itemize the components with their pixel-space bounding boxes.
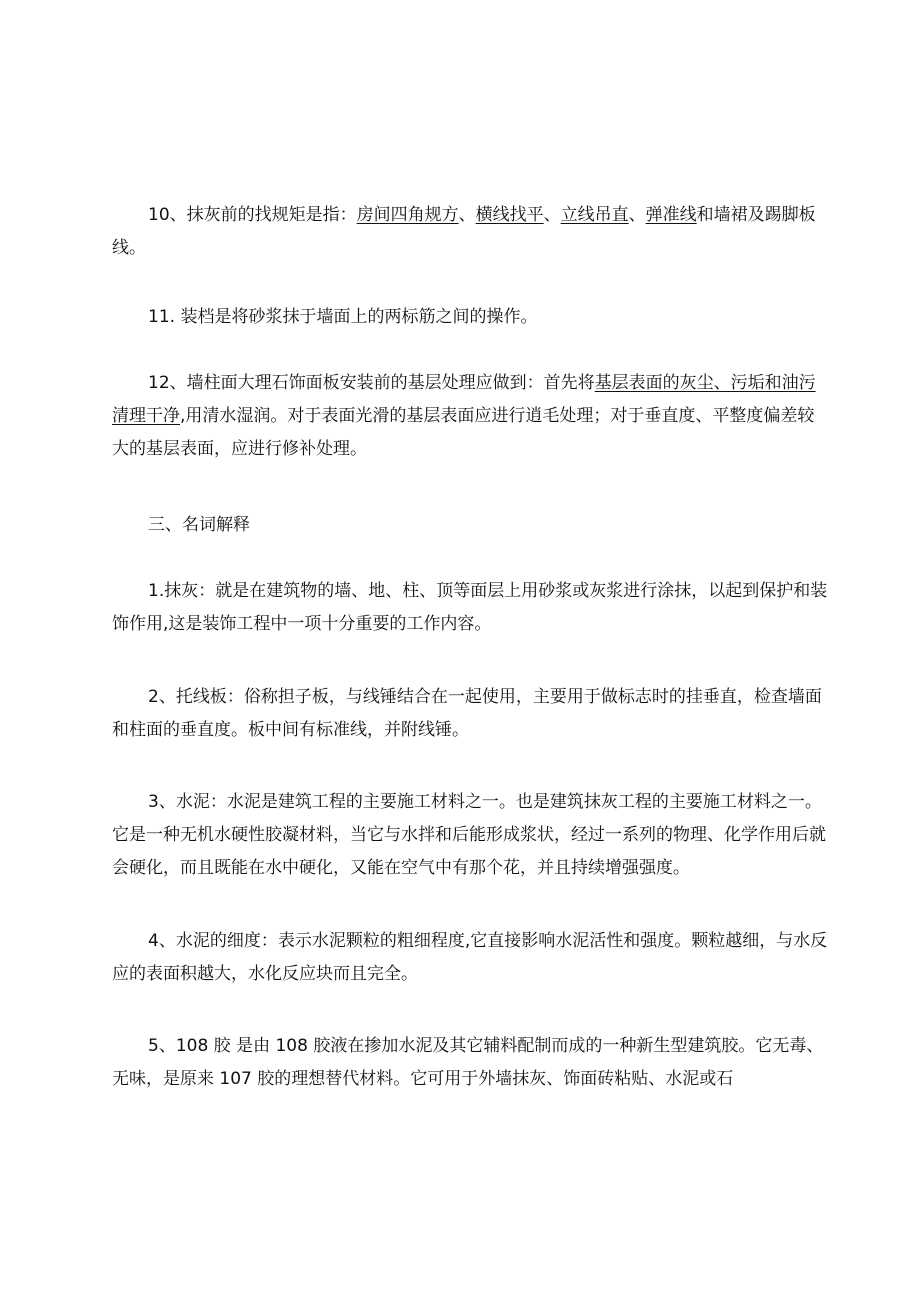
definition-3: 3、水泥：水泥是建筑工程的主要施工材料之一。也是建筑抹灰工程的主要施工材料之一。它是一种无机水硬性胶凝材料，当它与水拌和后能形成浆状，经过一系列的物理、化学作用后就会硬化，而且既能在水中硬化，又能在空气中有那个花，并且持续增强强度。 — [112, 792, 826, 878]
p12-text-1: 12、墙柱面大理石饰面板安装前的基层处理应做到：首先将 — [148, 373, 595, 393]
p12-text-2: ,用清水湿润。对于表面光滑的基层表面应进行逍毛处理；对于垂直度、平整度偏差较大的基层表面，应进行修补处理。 — [112, 406, 815, 459]
p10-underlined-2: 横线找平 — [475, 205, 544, 225]
definition-1: 1.抹灰：就是在建筑物的墙、地、柱、顶等面层上用砂浆或灰浆进行涂抹，以起到保护和装饰作用,这是装饰工程中一项十分重要的工作内容。 — [112, 581, 828, 634]
p10-text-4: 、 — [628, 205, 646, 225]
definition-4: 4、水泥的细度：表示水泥颗粒的粗细程度,它直接影响水泥活性和强度。颗粒越细，与水反应的表面积越大，水化反应块而且完全。 — [112, 931, 828, 984]
p10-text-2: 、 — [458, 205, 476, 225]
p10-underlined-4: 弹准线 — [645, 205, 697, 225]
p10-underlined-3: 立线吊直 — [560, 205, 629, 225]
definition-2: 2、托线板：俗称担子板，与线锤结合在一起使用，主要用于做标志时的挂垂直，检查墙面和柱面的垂直度。板中间有标准线，并附线锤。 — [112, 687, 822, 740]
p10-text-1: 10、抹灰前的找规矩是指： — [148, 205, 357, 225]
p11-text: 11. 装档是将砂浆抹于墙面上的两标筋之间的操作。 — [148, 307, 538, 327]
definition-5: 5、108 胶 是由 108 胶液在掺加水泥及其它辅料配制而成的一种新生型建筑胶。它无毒、无味，是原来 107 胶的理想替代材料。它可用于外墙抹灰、饰面砖粘贴、水泥或石 — [112, 1036, 824, 1089]
paragraph-11 — [112, 301, 828, 334]
paragraph-10 — [112, 199, 828, 265]
p10-text-3: 、 — [543, 205, 561, 225]
p12-underlined-1: 基层表面的灰尘、污垢和油污清理干净 — [112, 373, 816, 426]
p10-text-5: 和墙裙及踢脚板线。 — [112, 205, 816, 258]
paragraph-12 — [112, 367, 828, 466]
section-heading: 三、名词解释 — [148, 515, 250, 535]
p10-underlined-1: 房间四角规方 — [356, 205, 459, 225]
